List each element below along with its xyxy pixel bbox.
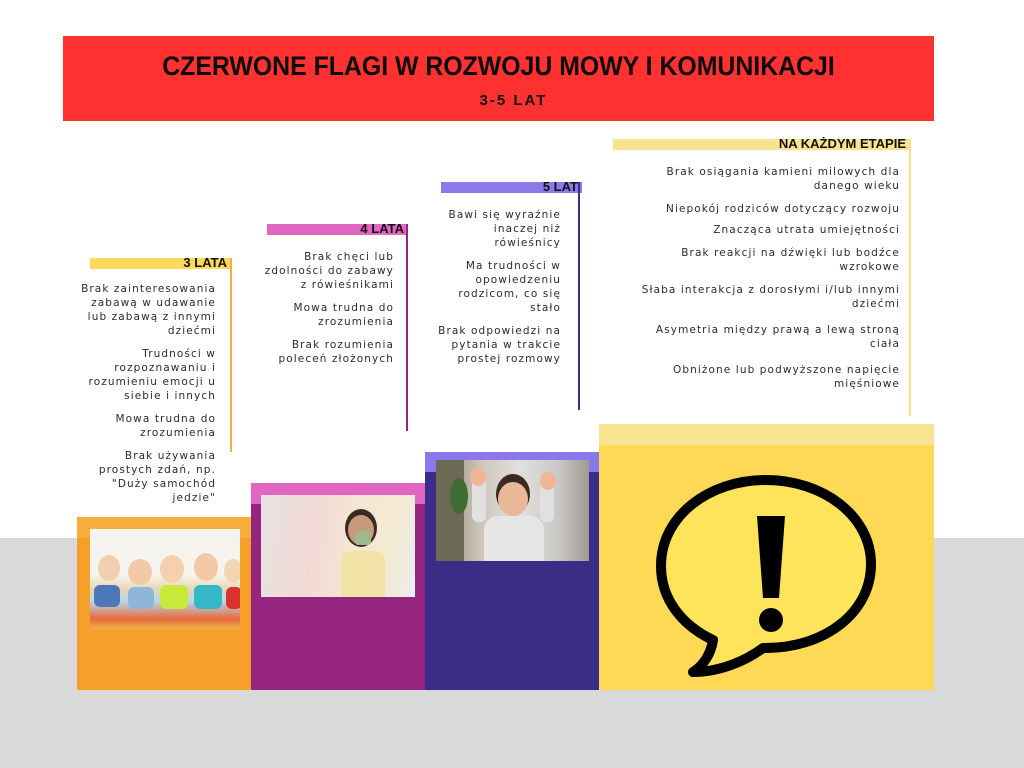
list-item: Bawi się wyraźnie inaczej niż rówieśnicy bbox=[448, 209, 561, 249]
column-label: 5 LAT bbox=[542, 179, 578, 194]
column-items-3-lata bbox=[72, 282, 216, 514]
stair-block-5-lat bbox=[425, 452, 599, 690]
column-divider-line bbox=[406, 224, 408, 431]
list-item: Znacząca utrata umiejętności bbox=[713, 224, 900, 236]
column-divider-line bbox=[578, 182, 580, 410]
list-item: Brak rozumienia poleceń złożonych bbox=[278, 339, 394, 365]
column-header-every-stage bbox=[613, 136, 910, 151]
list-item: Brak odpowiedzi na pytania w trakcie prostej rozmowy bbox=[438, 325, 561, 365]
list-item: Trudności w rozpoznawaniu i rozumieniu emocji u siebie i innych bbox=[88, 348, 216, 402]
column-items-every-stage bbox=[622, 165, 900, 400]
list-item: Ma trudności w opowiedzeniu rodzicom, co się stało bbox=[458, 260, 561, 314]
column-divider-line bbox=[230, 258, 232, 452]
column-items-5-lat bbox=[438, 208, 561, 375]
stair-block-4-lata bbox=[251, 483, 425, 690]
list-item: Brak zainteresowania zabawą w udawanie lub zabawą z innymi dziećmi bbox=[81, 283, 216, 337]
stair-block-band bbox=[599, 424, 934, 445]
page-title: CZERWONE FLAGI W ROZWOJU MOWY I KOMUNIKACJI bbox=[162, 51, 835, 81]
children-drawing-at-table-photo bbox=[90, 529, 240, 629]
list-item: Mowa trudna do zrozumienia bbox=[115, 413, 216, 439]
speech-bubble-exclamation-icon bbox=[651, 468, 881, 678]
column-label: 4 LATA bbox=[360, 221, 404, 236]
title-banner bbox=[63, 36, 934, 121]
page-subtitle: 3-5 LAT bbox=[479, 92, 548, 109]
column-items-4-lata bbox=[262, 250, 394, 375]
column-label: 3 LATA bbox=[183, 255, 227, 270]
list-item: Brak osiągania kamieni milowych dla danego wieku bbox=[666, 166, 900, 192]
list-item: Brak reakcji na dźwięki lub bodźce wzrokowe bbox=[681, 247, 900, 273]
list-item: Słaba interakcja z dorosłymi i/lub innymi dziećmi bbox=[641, 284, 900, 310]
column-divider-line bbox=[909, 139, 911, 416]
girl-holding-letter-block-photo bbox=[261, 495, 415, 597]
list-item: Obniżone lub podwyższone napięcie mięśniowe bbox=[673, 364, 900, 390]
boy-thumbs-up-photo bbox=[436, 460, 589, 561]
column-label: NA KAŻDYM ETAPIE bbox=[778, 136, 906, 151]
list-item: Brak używania prostych zdań, np. "Duży samochód jedzie" bbox=[98, 450, 216, 504]
column-header-3-lata bbox=[90, 255, 231, 270]
list-item: Asymetria między prawą a lewą stroną ciała bbox=[655, 324, 900, 350]
stair-block-every-stage bbox=[599, 424, 934, 690]
column-header-5-lat bbox=[441, 179, 582, 194]
list-item: Niepokój rodziców dotyczący rozwoju bbox=[665, 203, 900, 215]
list-item: Mowa trudna do zrozumienia bbox=[293, 302, 394, 328]
list-item: Brak chęci lub zdolności do zabawy z rówieśnikami bbox=[264, 251, 394, 291]
stair-block-3-lata bbox=[77, 517, 251, 690]
column-header-4-lata bbox=[267, 221, 408, 236]
